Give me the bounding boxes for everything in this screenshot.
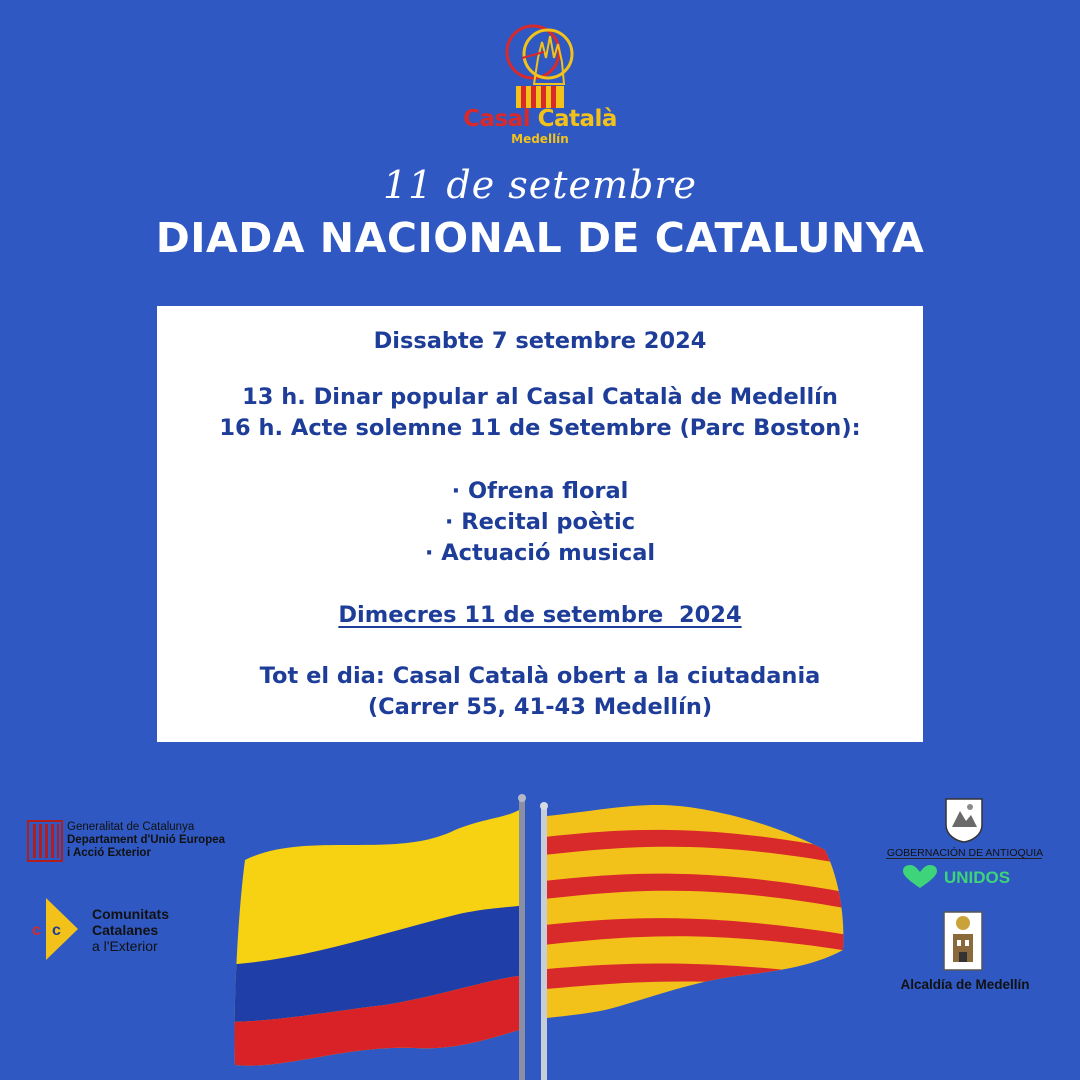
- page-title: DIADA NACIONAL DE CATALUNYA: [155, 214, 925, 262]
- comunitats-line-2: Catalanes: [92, 922, 159, 938]
- flag-catalonia: [535, 790, 855, 1080]
- day2-heading-row: [157, 600, 923, 630]
- casal-catala-logo: [500, 18, 580, 110]
- act-music: · Actuació musical: [424, 540, 656, 566]
- generalitat-logo: [27, 820, 63, 862]
- brand-catala: Català: [537, 106, 617, 132]
- antioquia-shield-icon: [944, 797, 984, 843]
- svg-text:c: c: [52, 922, 61, 939]
- brand-name: [430, 105, 650, 133]
- svg-text:c: c: [32, 922, 41, 939]
- brand-city: Medellín: [511, 132, 569, 146]
- medellin-name: Alcaldía de Medellín: [900, 977, 1030, 992]
- day2-line-2: (Carrer 55, 41-43 Medellín): [367, 694, 713, 720]
- flags-illustration: [225, 790, 855, 1080]
- heart-icon: [902, 864, 938, 890]
- day1-item-lunch: 13 h. Dinar popular al Casal Català de Medellín: [242, 384, 838, 410]
- program-box: [157, 306, 923, 742]
- comunitats-logo: [28, 898, 84, 960]
- brand-casal: Casal: [463, 106, 531, 132]
- flag-pole-left: [519, 796, 525, 1080]
- generalitat-line-1: Generalitat de Catalunya: [67, 821, 195, 833]
- comunitats-line-3: a l'Exterior: [92, 938, 158, 954]
- generalitat-line-2: Departament d'Unió Europea: [67, 834, 226, 846]
- day1-item-act: 16 h. Acte solemne 11 de Setembre (Parc Boston):: [219, 415, 861, 441]
- day2-line-1: Tot el dia: Casal Català obert a la ciutadania: [259, 663, 821, 689]
- medellin-coat-of-arms-icon: [942, 910, 984, 972]
- date-script: 11 de setembre: [382, 163, 698, 207]
- generalitat-text: [67, 821, 225, 860]
- flag-colombia: [225, 790, 525, 1080]
- flag-pole-right: [541, 804, 547, 1080]
- comunitats-text: [92, 906, 169, 954]
- day2-heading: Dimecres 11 de setembre 2024: [338, 602, 742, 628]
- antioquia-slogan: UNIDOS: [944, 868, 1011, 887]
- antioquia-name: GOBERNACIÓN DE ANTIOQUIA: [886, 847, 1044, 859]
- comunitats-line-1: Comunitats: [92, 906, 169, 922]
- act-floral: · Ofrena floral: [451, 478, 629, 504]
- generalitat-line-3: i Acció Exterior: [67, 847, 151, 859]
- day1-heading: Dissabte 7 setembre 2024: [373, 328, 707, 354]
- act-recital: · Recital poètic: [444, 509, 636, 535]
